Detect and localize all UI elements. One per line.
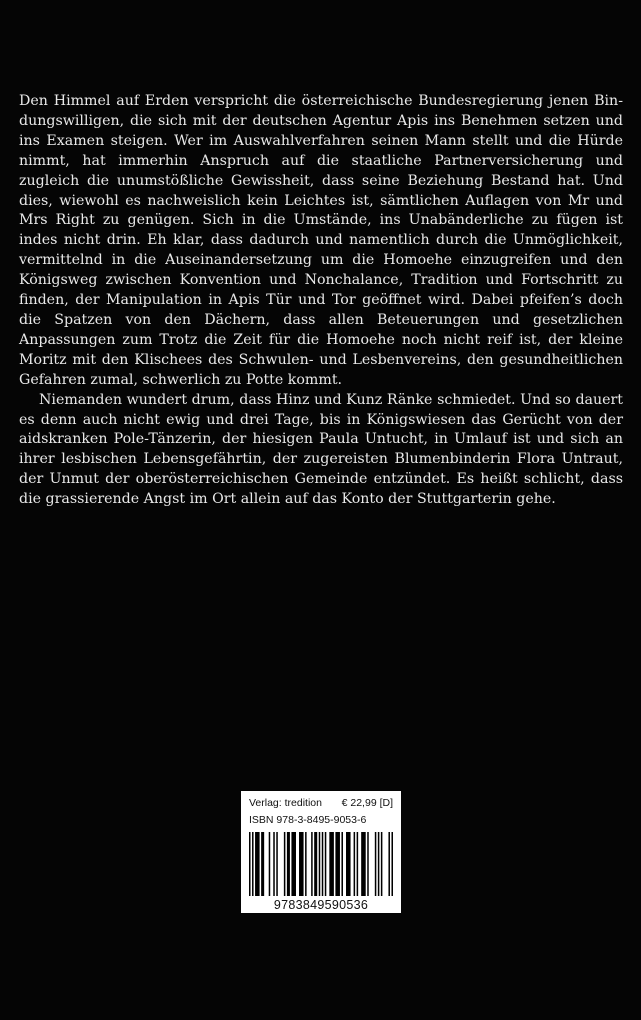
barcode-bar — [346, 832, 351, 896]
blurb-paragraph-2: Niemanden wundert drum, dass Hinz und Kunz Ränke schmiedet. Und so dauert es denn auch nicht ewig und drei Tage, bis in Königswiesen das Gerücht von der aidskranken Pole-Tänzerin, der hiesigen Paula Untucht, in Umlauf ist und sich an ihrer lesbischen Lebensgefährtin, der zugereisten Blumenbinderin Flora Untraut, der Unmut der oberösterreichischen Gemeinde entzündet. Es heißt schlicht, dass die grassierende Angst im Ort allein auf das Konto der Stuttgarterin gehe. — [19, 391, 623, 508]
barcode-bar — [261, 832, 264, 896]
barcode-bar — [305, 832, 307, 896]
barcode-bar — [287, 832, 290, 896]
isbn-text: ISBN 978-3-8495-9053-6 — [249, 814, 367, 826]
barcode-bar — [361, 832, 366, 896]
barcode-bar — [311, 832, 313, 896]
barcode-bar — [314, 832, 317, 896]
barcode-bar — [284, 832, 286, 896]
barcode-bar — [325, 832, 327, 896]
barcode-bar — [269, 832, 271, 896]
barcode-bars — [249, 832, 393, 896]
back-cover-blurb — [19, 92, 623, 510]
barcode-bar — [276, 832, 278, 896]
barcode-bar — [322, 832, 324, 896]
barcode-bar — [391, 832, 393, 896]
isbn-barcode-label — [241, 791, 401, 913]
barcode-bar — [388, 832, 390, 896]
blurb-paragraph-1: Den Himmel auf Erden verspricht die österreichische Bundesregierung jenen Bindungswilligen, die sich mit der deutschen Agentur Apis ins Benehmen setzen und ins Examen steigen. Wer im Auswahlverfahren seinen Mann stellt und die Hürde nimmt, hat immerhin Anspruch auf die staatliche Partnerversicherung und zugleich die unumstößliche Gewissheit, dass seine Beziehung Bestand hat. Und dies, wiewohl es nachweislich kein Leichtes ist, sämtlichen Auflagen von Mr und Mrs Right zu genügen. Sich in die Umstände, ins Unabänderliche zu fügen ist indes nicht drin. Eh klar, dass dadurch und namentlich durch die Unmöglichkeit, vermittelnd in die Auseinandersetzung um die Homoehe einzugreifen und den Königsweg zwischen Konvention und Nonchalance, Tradition und Fortschritt zu finden, der Manipulation in Apis Tür und Tor geöffnet wird. Dabei pfeifen’s doch die Spatzen von den Dächern, dass allen Beteuerungen und gesetzlichen Anpassungen zum Trotz die Zeit für die Homoehe noch nicht reif ist, der kleine Moritz mit den Klischees des Schwulen- und Lesbenvereins, den gesundheitlichen Gefahren zumal, schwerlich zu Potte kommt. — [19, 93, 623, 388]
barcode-bar — [273, 832, 275, 896]
barcode-bar — [341, 832, 343, 896]
publisher-text: Verlag: tredition — [249, 797, 322, 809]
barcode-bar — [319, 832, 321, 896]
barcode-bar — [354, 832, 356, 896]
barcode-bar — [367, 832, 369, 896]
barcode-bar — [357, 832, 359, 896]
barcode-bar — [378, 832, 380, 896]
publisher-price-line — [249, 797, 393, 809]
barcode-bar — [255, 832, 260, 896]
barcode-bar — [381, 832, 383, 896]
barcode-bar — [291, 832, 296, 896]
barcode-bar — [335, 832, 340, 896]
barcode-bar — [252, 832, 254, 896]
barcode-bar — [299, 832, 304, 896]
barcode-bar — [375, 832, 377, 896]
ean-number: 9783849590536 — [273, 898, 369, 912]
price-text: € 22,99 [D] — [341, 797, 393, 809]
barcode-bar — [329, 832, 334, 896]
barcode-bar — [249, 832, 251, 896]
